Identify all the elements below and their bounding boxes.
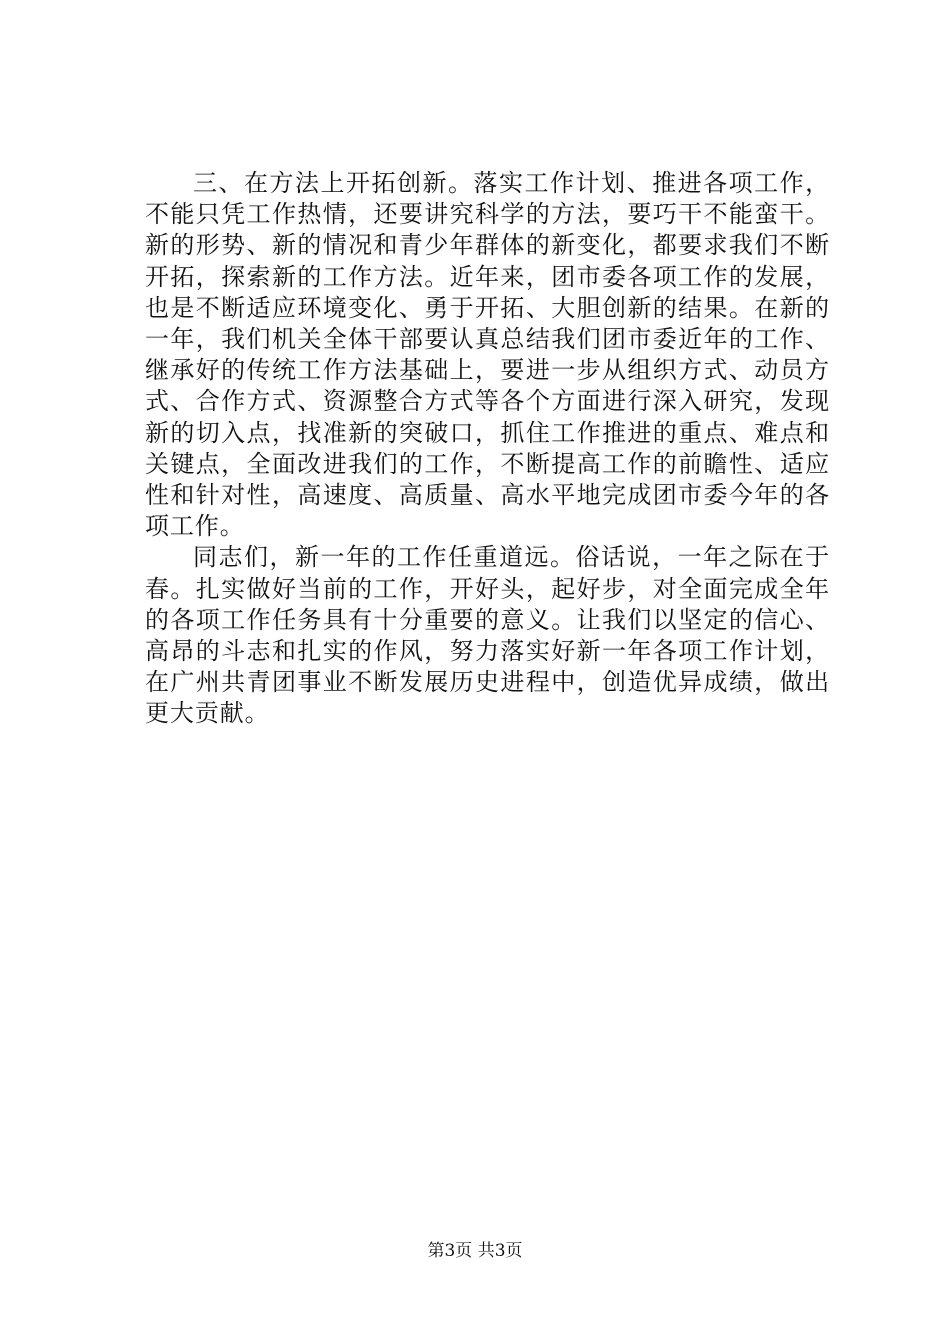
document-body	[145, 168, 830, 730]
paragraph-closing-remarks: 同志们，新一年的工作任重道远。俗话说，一年之际在于春。扎实做好当前的工作，开好头，起好步，对全面完成全年的各项工作任务具有十分重要的意义。让我们以坚定的信心、高昂的斗志和扎实的作风，努力落实好新一年各项工作计划，在广州共青团事业不断发展历史进程中，创造优异成绩，做出更大贡献。	[145, 543, 830, 728]
page-footer	[0, 1240, 950, 1262]
paragraph-method-innovation: 三、在方法上开拓创新。落实工作计划、推进各项工作，不能只凭工作热情，还要讲究科学的方法，要巧干不能蛮干。新的形势、新的情况和青少年群体的新变化，都要求我们不断开拓，探索新的工作方法。近年来，团市委各项工作的发展，也是不断适应环境变化、勇于开拓、大胆创新的结果。在新的一年，我们机关全体干部要认真总结我们团市委近年的工作、继承好的传统工作方法基础上，要进一步从组织方式、动员方式、合作方式、资源整合方式等各个方面进行深入研究，发现新的切入点，找准新的突破口，抓住工作推进的重点、难点和关键点，全面改进我们的工作，不断提高工作的前瞻性、适应性和针对性，高速度、高质量、高水平地完成团市委今年的各项工作。	[145, 169, 830, 541]
page-number-label: 第3页 共3页	[427, 1241, 523, 1261]
